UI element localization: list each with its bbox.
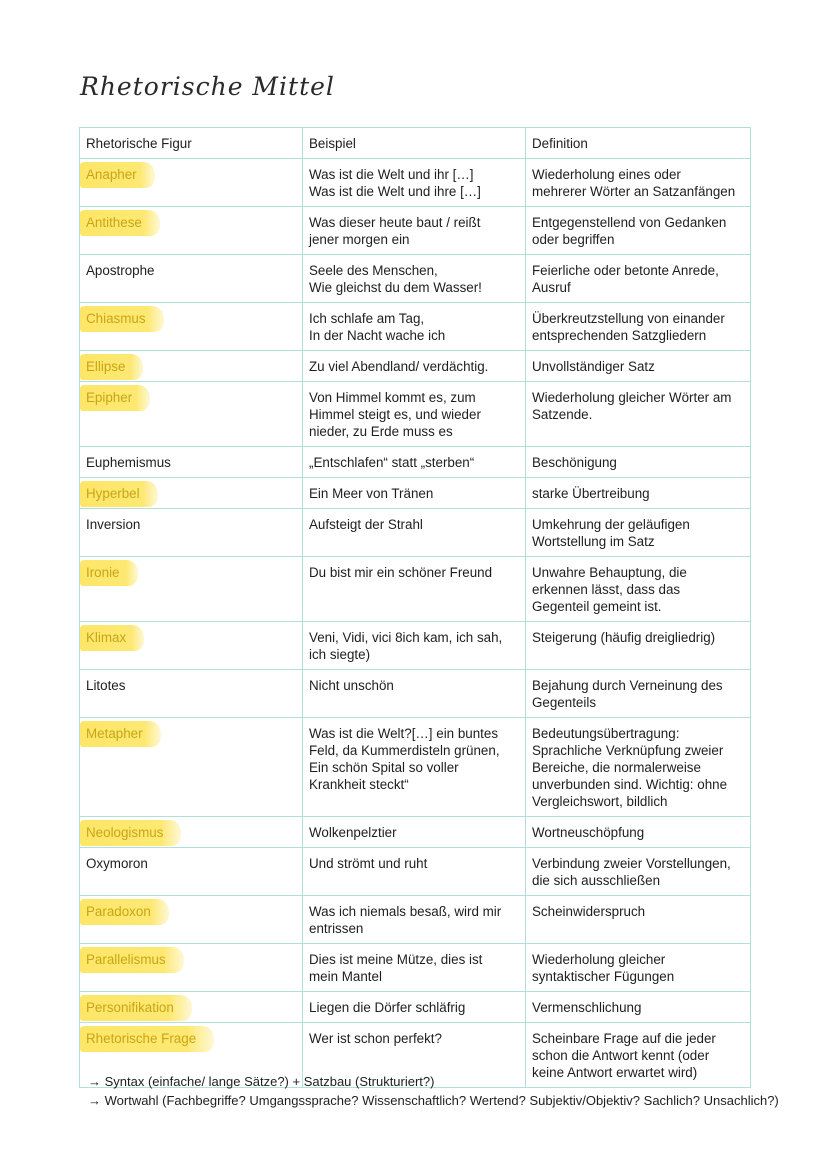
definition-cell [526,255,751,303]
example-cell [303,207,526,255]
example-cell [303,382,526,447]
definition-cell [526,817,751,848]
table-row [80,557,751,622]
example-line: Was ist die Welt und ihre […] [309,184,481,199]
definition-line: schon die Antwort kennt (oder [532,1048,710,1063]
figure-name-highlighted: Rhetorische Frage [80,1026,214,1052]
figure-cell [80,718,303,817]
figure-cell [80,992,303,1023]
table-row [80,207,751,255]
example-line: jener morgen ein [309,232,410,247]
figure-name: Euphemismus [86,455,171,470]
example-line: Was dieser heute baut / reißt [309,215,481,230]
example-line: In der Nacht wache ich [309,328,446,343]
example-cell [303,351,526,382]
table-row [80,351,751,382]
figure-name-highlighted: Ellipse [80,354,143,380]
figure-name: Inversion [86,517,141,532]
definition-line: Bedeutungsübertragung: [532,726,680,741]
example-cell [303,303,526,351]
example-line: Was ist die Welt und ihr […] [309,167,474,182]
example-cell [303,478,526,509]
example-line: ich siegte) [309,647,371,662]
definition-line: oder begriffen [532,232,615,247]
figure-cell [80,159,303,207]
figure-name-highlighted: Hyperbel [80,481,158,507]
figure-name: Litotes [86,678,126,693]
table-row [80,718,751,817]
figure-name-highlighted: Neologismus [80,820,181,846]
definition-line: Verbindung zweier Vorstellungen, [532,856,731,871]
table-header-row [80,128,751,159]
definition-cell [526,478,751,509]
example-cell [303,817,526,848]
example-cell [303,622,526,670]
table-row [80,848,751,896]
definition-line: Überkreutzstellung von einander [532,311,725,326]
example-line: Was ich niemals besaß, wird mir [309,904,502,919]
table-row [80,447,751,478]
example-cell [303,447,526,478]
definition-cell [526,670,751,718]
definition-line: Wiederholung gleicher Wörter am [532,390,732,405]
definition-line: Entgegenstellend von Gedanken [532,215,727,230]
figure-cell [80,944,303,992]
figure-cell [80,207,303,255]
example-cell [303,557,526,622]
table-body [80,159,751,1088]
definition-line: Satzende. [532,407,593,422]
example-line: Feld, da Kummerdisteln grünen, [309,743,500,758]
example-line: Ein schön Spital so voller [309,760,459,775]
definition-line: Sprachliche Verknüpfung zweier [532,743,724,758]
definition-line: Gegenteils [532,695,597,710]
table-row [80,303,751,351]
figure-name-highlighted: Paradoxon [80,899,169,925]
definition-line: Wiederholung gleicher [532,952,666,967]
note-wortwahl: → Wortwahl (Fachbegriffe? Umgangssprache? Wissenschaftlich? Wertend? Subjektiv/Objektiv? Sachlich? Unsachlich?) [88,1093,779,1108]
figure-cell [80,303,303,351]
figure-cell [80,255,303,303]
definition-line: entsprechenden Satzgliedern [532,328,707,343]
figure-name: Apostrophe [86,263,155,278]
figure-name-highlighted: Klimax [80,625,144,651]
example-cell [303,670,526,718]
example-cell [303,848,526,896]
header-figure: Rhetorische Figur [80,128,303,159]
definition-line: Feierliche oder betonte Anrede, [532,263,719,278]
example-line: entrissen [309,921,364,936]
figure-name-highlighted: Parallelismus [80,947,184,973]
example-line: Ein Meer von Tränen [309,486,434,501]
figure-cell [80,622,303,670]
figure-cell [80,447,303,478]
table-row [80,509,751,557]
example-line: Und strömt und ruht [309,856,428,871]
definition-line: Steigerung (häufig dreigliedrig) [532,630,716,645]
definition-cell [526,944,751,992]
table-row [80,159,751,207]
example-line: Himmel steigt es, und wieder [309,407,481,422]
example-line: Wie gleichst du dem Wasser! [309,280,482,295]
example-line: Wer ist schon perfekt? [309,1031,442,1046]
example-cell [303,159,526,207]
figure-cell [80,848,303,896]
definition-line: Bereiche, die normalerweise [532,760,701,775]
example-cell [303,509,526,557]
example-cell [303,896,526,944]
definition-line: Bejahung durch Verneinung des [532,678,723,693]
example-line: Krankheit steckt“ [309,777,409,792]
definition-line: erkennen lässt, dass das [532,582,681,597]
example-line: „Entschlafen“ statt „sterben“ [309,455,475,470]
example-line: Veni, Vidi, vici 8ich kam, ich sah, [309,630,503,645]
example-cell [303,944,526,992]
definition-cell [526,992,751,1023]
example-line: mein Mantel [309,969,382,984]
example-line: nieder, zu Erde muss es [309,424,453,439]
definition-line: Wiederholung eines oder [532,167,681,182]
example-line: Nicht unschön [309,678,394,693]
table-row [80,944,751,992]
figure-name: Oxymoron [86,856,148,871]
figure-name-highlighted: Antithese [80,210,160,236]
figure-cell [80,382,303,447]
table-row [80,255,751,303]
definition-line: mehrerer Wörter an Satzanfängen [532,184,736,199]
page-title: Rhetorische Mittel [80,72,335,101]
example-line: Liegen die Dörfer schläfrig [309,1000,466,1015]
table-row [80,382,751,447]
definition-cell [526,207,751,255]
figure-name-highlighted: Anapher [80,162,155,188]
definition-line: die sich ausschließen [532,873,661,888]
definition-line: Vermenschlichung [532,1000,642,1015]
rhetoric-table [79,127,751,1088]
table-row [80,817,751,848]
definition-cell [526,718,751,817]
figure-cell [80,817,303,848]
example-cell [303,718,526,817]
definition-line: Umkehrung der geläufigen [532,517,690,532]
definition-cell [526,509,751,557]
definition-cell [526,382,751,447]
example-line: Du bist mir ein schöner Freund [309,565,493,580]
table-row [80,992,751,1023]
example-line: Dies ist meine Mütze, dies ist [309,952,483,967]
definition-line: Ausruf [532,280,571,295]
figure-cell [80,478,303,509]
definition-line: Wortstellung im Satz [532,534,655,549]
example-cell [303,255,526,303]
example-line: Zu viel Abendland/ verdächtig. [309,359,489,374]
example-cell [303,992,526,1023]
example-line: Wolkenpelztier [309,825,397,840]
example-line: Aufsteigt der Strahl [309,517,423,532]
notes [88,1072,779,1110]
definition-cell [526,447,751,478]
definition-line: syntaktischer Fügungen [532,969,675,984]
table-row [80,896,751,944]
definition-cell [526,351,751,382]
definition-cell [526,622,751,670]
note-syntax: → Syntax (einfache/ lange Sätze?) + Satzbau (Strukturiert?) [88,1074,435,1089]
figure-cell [80,351,303,382]
definition-line: Vergleichswort, bildlich [532,794,668,809]
definition-line: unverbunden sind. Wichtig: ohne [532,777,728,792]
figure-name-highlighted: Ironie [80,560,138,586]
figure-cell [80,509,303,557]
definition-cell [526,848,751,896]
header-definition: Definition [526,128,751,159]
figure-name-highlighted: Personifikation [80,995,192,1021]
example-line: Was ist die Welt?[…] ein buntes [309,726,499,741]
definition-line: starke Übertreibung [532,486,650,501]
definition-cell [526,159,751,207]
table-row [80,478,751,509]
definition-line: Scheinbare Frage auf die jeder [532,1031,716,1046]
table-row [80,670,751,718]
figure-cell [80,557,303,622]
definition-line: keine Antwort erwartet wird) [532,1065,698,1080]
example-line: Seele des Menschen, [309,263,438,278]
definition-line: Scheinwiderspruch [532,904,646,919]
definition-line: Wortneuschöpfung [532,825,645,840]
table-row [80,622,751,670]
definition-line: Beschönigung [532,455,617,470]
definition-cell [526,303,751,351]
figure-name-highlighted: Chiasmus [80,306,164,332]
definition-cell [526,557,751,622]
figure-name-highlighted: Metapher [80,721,161,747]
definition-line: Gegenteil gemeint ist. [532,599,662,614]
definition-line: Unwahre Behauptung, die [532,565,687,580]
definition-line: Unvollständiger Satz [532,359,655,374]
definition-cell [526,896,751,944]
example-line: Ich schlafe am Tag, [309,311,425,326]
example-line: Von Himmel kommt es, zum [309,390,476,405]
figure-cell [80,896,303,944]
header-example: Beispiel [303,128,526,159]
figure-cell [80,670,303,718]
figure-name-highlighted: Epipher [80,385,150,411]
